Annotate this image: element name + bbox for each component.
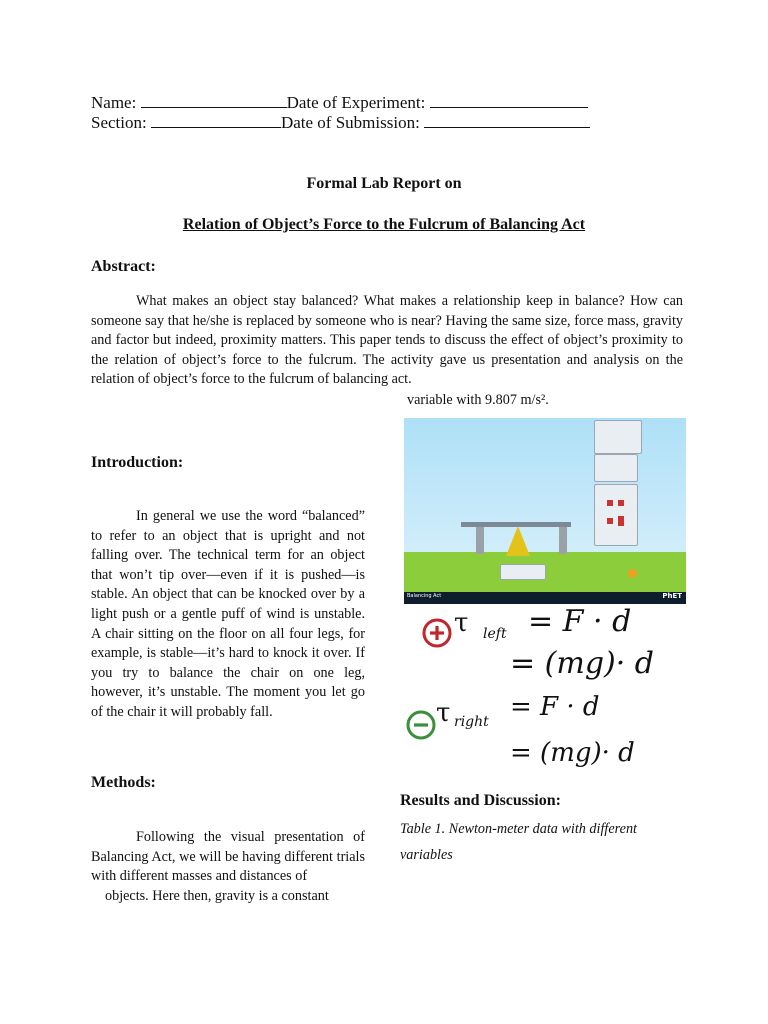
sim-support-post xyxy=(559,526,567,554)
plus-circle-icon xyxy=(422,618,452,648)
report-subtitle: Relation of Object’s Force to the Fulcrum of Balancing Act xyxy=(182,216,586,233)
introduction-heading: Introduction: xyxy=(91,454,184,471)
tau-left-symbol: τ xyxy=(454,608,469,638)
methods-last-line: objects. Here then, gravity is a constant xyxy=(105,888,329,904)
sim-brick xyxy=(607,500,613,506)
results-heading: Results and Discussion: xyxy=(400,792,561,809)
equation-left-2: = (mg)· d xyxy=(510,646,655,681)
introduction-text: In general we use the word “balanced” to refer to an object that is upright and not falling over. The technical term for an object that won’t tip over—even if it is pushed—is stable. An object that can be knocked over by a light push or a gentle puff of wind is unstable. A chair sitting on the floor on all four legs, for example, is stable—it’s hard to knock it over. If you try to balance the chair on one leg, however, it’s unstable. The moment you let go of the chair it will probably fall. xyxy=(91,508,365,720)
sim-fulcrum xyxy=(506,526,530,556)
abstract-heading: Abstract: xyxy=(91,258,156,275)
equation-right-2: = (mg)· d xyxy=(510,738,635,768)
date-submission-blank xyxy=(424,112,590,128)
tau-left-subscript: left xyxy=(483,626,507,642)
sim-objects-panel xyxy=(594,484,638,546)
date-experiment-blank xyxy=(430,92,588,108)
sim-support-post xyxy=(476,526,484,554)
section-line xyxy=(91,112,590,133)
report-title: Formal Lab Report on xyxy=(306,175,462,192)
name-label: Name: xyxy=(91,93,137,112)
tau-right-subscript: right xyxy=(454,714,489,730)
methods-text: Following the visual presentation of Balancing Act, we will be having different trials with different masses and distances of xyxy=(91,829,365,885)
sim-brick xyxy=(618,500,624,506)
phet-logo: PhET xyxy=(662,592,682,600)
balancing-act-screenshot xyxy=(404,418,686,604)
name-line xyxy=(91,92,588,113)
abstract-tail: variable with 9.807 m/s². xyxy=(407,392,549,408)
introduction-body xyxy=(91,507,365,723)
section-blank xyxy=(151,112,281,128)
name-blank xyxy=(141,92,287,108)
sim-brick xyxy=(618,516,624,526)
sim-show-panel xyxy=(594,420,642,454)
equation-right-1: = F · d xyxy=(510,692,600,722)
sim-footer-label: Balancing Act xyxy=(407,593,442,599)
section-label: Section: xyxy=(91,113,147,132)
table-caption: Table 1. Newton-meter data with different variables xyxy=(400,821,637,863)
sim-ruler-controls xyxy=(500,564,546,580)
methods-body xyxy=(91,828,365,887)
sim-position-panel xyxy=(594,454,638,482)
abstract-body xyxy=(91,292,683,390)
date-experiment-label: Date of Experiment: xyxy=(286,93,426,112)
equation-left-1: = F · d xyxy=(528,604,632,639)
methods-heading: Methods: xyxy=(91,774,156,791)
sim-brick xyxy=(607,518,613,524)
minus-circle-icon xyxy=(406,710,436,740)
tau-right-symbol: τ xyxy=(436,698,451,728)
torque-formula xyxy=(404,602,704,782)
sim-reset-icon xyxy=(628,569,637,578)
abstract-text: What makes an object stay balanced? What makes a relationship keep in balance? How can someone say that he/she is replaced by someone who is near? Having the same size, force mass, gravity and factor but indeed, proximity matters. This paper tends to discuss the effect of object’s proximity to the relation of object’s force to the fulcrum. The activity gave us presentation and analysis on the relation of object’s force to the fulcrum of balancing act. xyxy=(91,293,683,388)
date-submission-label: Date of Submission: xyxy=(280,113,420,132)
